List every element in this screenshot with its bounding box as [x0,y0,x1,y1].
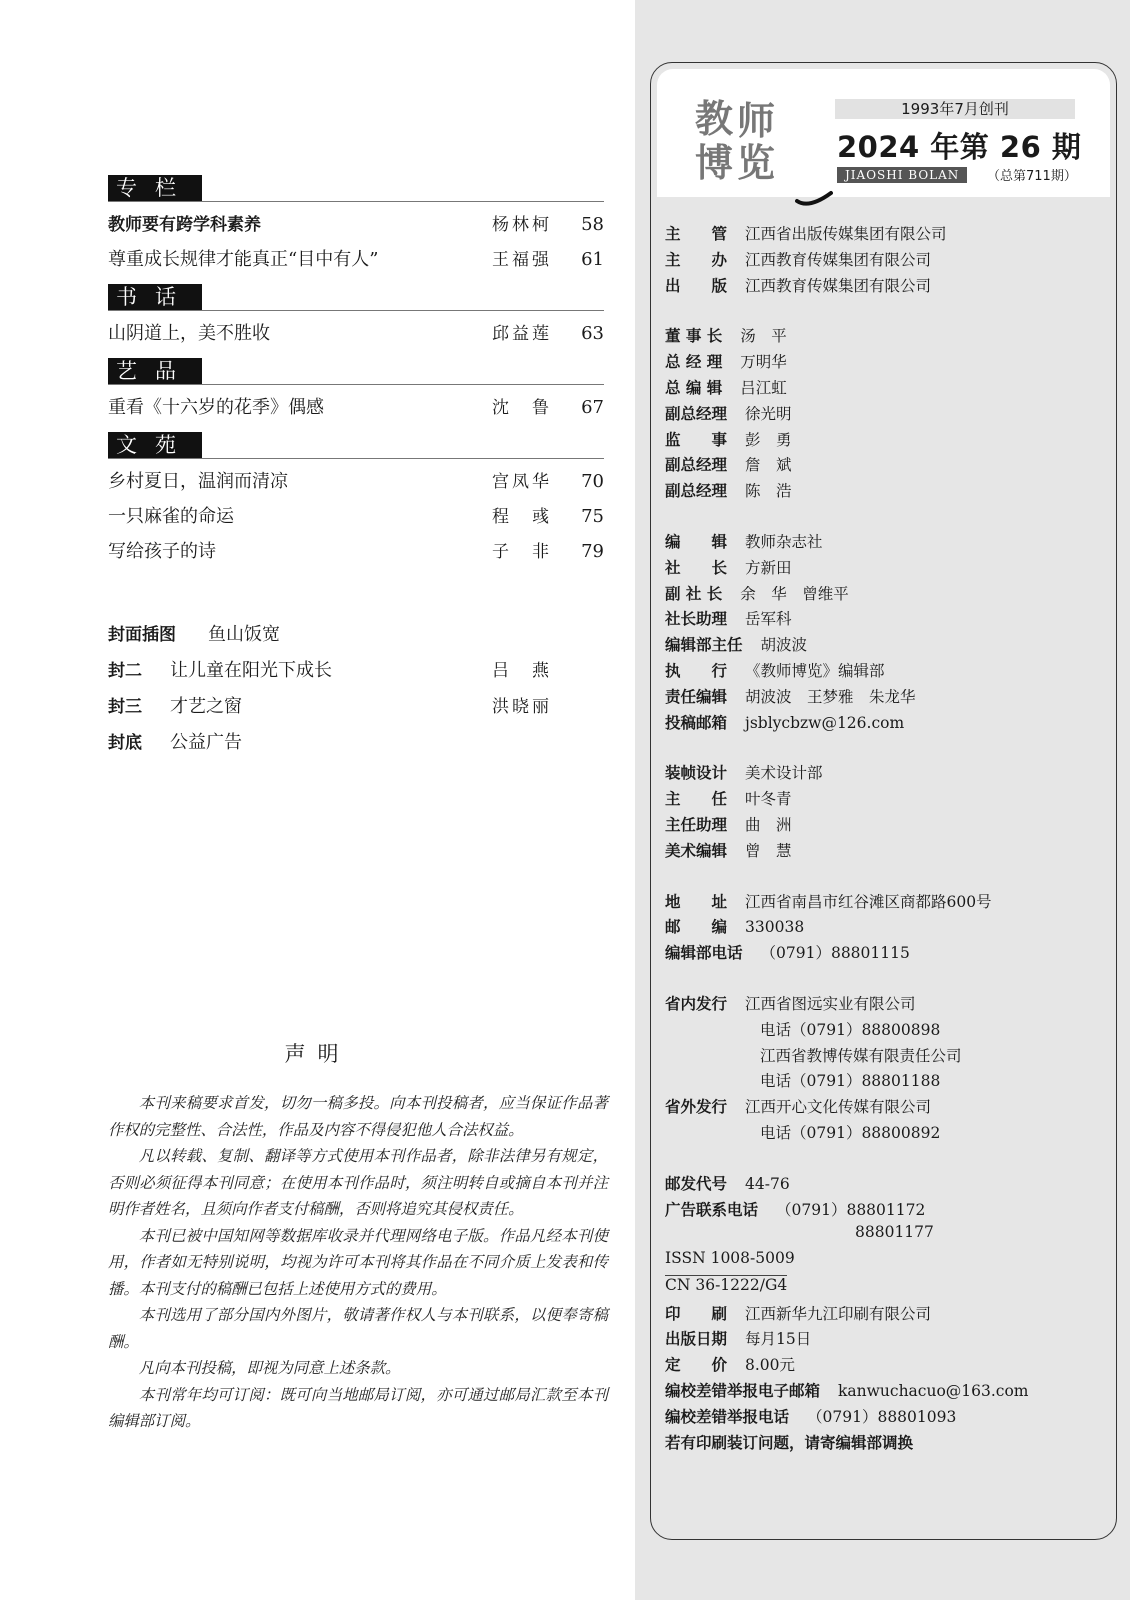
info-row [665,659,1115,685]
info-value: 吕江虹 [740,378,787,397]
statement-title: 声明 [284,1042,351,1066]
info-row [665,787,1115,813]
spacer [665,967,1115,992]
toc-entry[interactable] [108,502,604,537]
statement-paragraph: 凡以转载、复制、翻译等方式使用本刊作品者，除非法律另有规定，否则必须征得本刊同意；在使用本刊作品时，须注明转自或摘自本刊并注明作者姓名，且须向作者支付稿酬，否则将追究其侵权责任。 [108,1147,608,1218]
toc-entry[interactable] [108,245,604,280]
entry-page: 58 [581,214,604,235]
pinyin-title: JIAOSHI BOLAN [837,167,967,183]
info-value: 彭 勇 [745,430,792,449]
section-label: 书话 [108,284,202,310]
info-value: 汤 平 [740,327,787,346]
section-header [108,358,604,385]
section-header [108,175,604,202]
info-row [665,813,1115,839]
info-value: 330038 [745,918,805,937]
statement-paragraph: 本刊选用了部分国内外图片，敬请著作权人与本刊联系，以便奉寄稿酬。 [108,1306,608,1351]
entry-author: 子 非 [492,542,552,562]
info-value: 教师杂志社 [745,532,823,551]
entry-title: 一只麻雀的命运 [108,506,234,527]
info-value: 胡波波 王梦雅 朱龙华 [745,687,916,706]
info-label: 副总经理 [665,404,728,423]
info-value: 江西省教博传媒有限责任公司 [760,1046,962,1065]
info-value: CN 36-1222/G4 [665,1275,788,1294]
statement-paragraph: 本刊已被中国知网等数据库收录并代理网络电子版。作品凡经本刊使用，作者如无特别说明，均视为许可本刊将其作品在不同介质上发表和传播。本刊支付的稿酬已包括上述使用方式的费用。 [108,1226,608,1298]
info-value: 美术设计部 [745,764,823,783]
logo-char: 览 [737,141,776,185]
info-row [665,1018,1115,1044]
info-row [665,376,1115,402]
info-value: 方新田 [745,558,792,577]
info-row [665,992,1115,1018]
info-value: jsblycbzw@126.com [745,713,905,732]
info-value: 电话（0791）88801188 [760,1072,941,1091]
toc-entry[interactable] [108,319,604,354]
info-row [665,1069,1115,1095]
info-value: 曲 洲 [745,815,792,834]
masthead-header [657,69,1110,197]
info-row [665,839,1115,865]
cover-label: 封面插图 [108,625,176,645]
info-label: 社 长 [665,558,728,577]
info-value: kanwuchacuo@163.com [838,1382,1029,1401]
statement-paragraph: 本刊来稿要求首发，切勿一稿多投。向本刊投稿者，应当保证作品著作权的完整性、合法性，作品及内容不得侵犯他人合法权益。 [108,1094,608,1139]
info-row [665,222,1115,248]
info-row [665,1431,1115,1457]
cover-label: 封二 [108,661,142,681]
cover-title: 鱼山饭宽 [208,624,280,645]
cover-author: 洪晓丽 [492,697,552,717]
info-value: 44-76 [745,1174,790,1193]
info-value: 江西省图远实业有限公司 [745,994,916,1013]
info-value: 余 华 曾维平 [740,584,849,603]
info-row [665,915,1115,941]
info-label: 邮 编 [665,918,728,937]
info-value: 詹 斌 [745,456,792,475]
info-label: 美术编辑 [665,841,728,860]
info-label: 社长助理 [665,610,728,629]
info-row [665,1405,1115,1431]
info-row [665,479,1115,505]
spacer [665,1147,1115,1172]
toc-entry[interactable] [108,467,604,502]
info-value: 江西新华九江印刷有限公司 [745,1304,932,1323]
info-value: 江西省出版传媒集团有限公司 [745,225,947,243]
info-label: 副 社 长 [665,584,723,603]
entry-page: 67 [581,397,604,418]
info-label: 副总经理 [665,456,728,475]
info-value: 胡波波 [760,636,808,655]
logo-char: 博 [695,141,734,185]
info-value: 8.00元 [745,1356,796,1375]
info-value: 叶冬青 [745,790,792,809]
info-label: 邮发代号 [665,1174,728,1193]
info-value: 岳军科 [745,610,792,629]
info-label: 编辑部电话 [665,944,743,963]
entry-title: 尊重成长规律才能真正“目中有人” [108,249,379,270]
info-label: 主 管 [665,225,728,243]
info-value: （0791）88801115 [760,944,910,963]
info-value: 江西教育传媒集团有限公司 [745,250,932,269]
info-label: 省外发行 [665,1098,728,1117]
info-row [665,761,1115,787]
info-label: 编校差错举报电子邮箱 [665,1382,821,1401]
info-label: 广告联系电话 [665,1200,759,1219]
section-header [108,432,604,459]
entry-title: 乡村夏日，温润而清凉 [108,471,288,492]
info-row [665,1172,1115,1198]
info-label: 若有印刷装订问题，请寄编辑部调换 [665,1433,914,1452]
entry-author: 邱益莲 [492,324,552,344]
info-row [665,1095,1115,1121]
toc-section [108,284,604,354]
info-value: 徐光明 [745,404,792,423]
founded-date: 1993年7月创刊 [835,99,1075,119]
info-row [665,890,1115,916]
section-label: 文苑 [108,432,202,458]
cover-title: 才艺之窗 [170,696,242,717]
info-label: 出 版 [665,276,728,295]
info-value: 电话（0791）88800898 [760,1020,941,1039]
info-row [665,1379,1115,1405]
info-label: 主任助理 [665,815,728,834]
entry-page: 61 [581,249,604,270]
info-row [665,1223,1115,1249]
info-row [665,428,1115,454]
info-label: 监 事 [665,430,728,449]
table-of-contents [108,175,604,576]
entry-title: 写给孩子的诗 [108,541,216,562]
cover-label: 封三 [108,697,142,717]
info-value: （0791）88801172 [776,1200,926,1219]
toc-entry[interactable] [108,537,604,572]
entry-page: 63 [581,323,604,344]
info-row [665,453,1115,479]
info-value: （0791）88801093 [807,1407,957,1426]
info-label: 责任编辑 [665,687,728,706]
cover-credits [108,620,604,764]
section-label: 专栏 [108,175,202,201]
info-label: 执 行 [665,661,728,680]
info-value: 万明华 [740,353,787,372]
info-value: 江西省南昌市红谷滩区商都路600号 [745,892,992,911]
cover-credit-row [108,656,604,692]
spacer [665,865,1115,890]
statement-body [108,1090,608,1435]
info-row [665,530,1115,556]
entry-title: 教师要有跨学科素养 [108,215,261,235]
toc-section [108,358,604,428]
logo-char: 师 [737,99,776,143]
info-value: 江西教育传媒集团有限公司 [745,276,932,295]
info-value: 88801177 [855,1223,934,1242]
entry-page: 75 [581,506,604,527]
info-row [665,1044,1115,1070]
info-label: 投稿邮箱 [665,713,728,732]
info-row [665,711,1115,737]
info-value: 陈 浩 [745,482,792,501]
info-label: 出版日期 [665,1330,728,1349]
info-label: 印 刷 [665,1304,728,1323]
entry-title: 山阴道上，美不胜收 [108,323,270,344]
info-label: 编辑部主任 [665,636,743,655]
info-label: 总 编 辑 [665,378,723,397]
info-row [665,1327,1115,1353]
entry-title: 重看《十六岁的花季》偶感 [108,397,324,418]
issue-number: 2024 年第 26 期 [837,130,1082,164]
info-label: 定 价 [665,1356,728,1375]
info-row [665,607,1115,633]
entry-page: 70 [581,471,604,492]
info-label: 副总经理 [665,482,728,501]
brush-stroke-icon [795,189,833,211]
info-label: 编校差错举报电话 [665,1407,790,1426]
info-row [665,1121,1115,1147]
info-label: 主 任 [665,790,728,809]
section-label: 艺品 [108,358,202,384]
info-row [665,1302,1115,1328]
info-row [665,941,1115,967]
info-row [665,685,1115,711]
statement-paragraph: 本刊常年均可订阅：既可向当地邮局订阅，亦可通过邮局汇款至本刊编辑部订阅。 [108,1385,608,1430]
entry-page: 79 [581,541,604,562]
cover-author: 吕 燕 [492,661,552,681]
publication-info [665,222,1115,1456]
info-label: 省内发行 [665,994,728,1013]
entry-author: 杨林柯 [492,215,552,235]
info-row [665,633,1115,659]
entry-author: 王福强 [492,250,552,270]
info-label: 董 事 长 [665,327,723,346]
cover-title: 让儿童在阳光下成长 [170,660,332,681]
entry-author: 程 彧 [492,507,552,527]
spacer [665,736,1115,761]
info-row [665,248,1115,274]
info-row [665,1249,1115,1275]
info-row [665,556,1115,582]
cover-credit-row [108,620,604,656]
cover-title: 公益广告 [170,732,242,753]
info-label: 装帧设计 [665,764,728,783]
info-value: 《教师博览》编辑部 [745,661,885,680]
info-row [665,402,1115,428]
info-label: 地 址 [665,892,728,911]
info-row [665,350,1115,376]
toc-entry[interactable] [108,210,604,245]
info-label: 总 经 理 [665,353,723,372]
info-value: 电话（0791）88800892 [760,1123,941,1142]
toc-section [108,432,604,572]
total-issue: （总第711期） [987,169,1077,184]
magazine-logo [695,99,795,197]
info-label: 编 辑 [665,532,728,551]
cover-credit-row [108,692,604,728]
toc-entry[interactable] [108,393,604,428]
info-row [665,1198,1115,1224]
cover-label: 封底 [108,733,142,753]
entry-author: 沈 鲁 [492,398,552,418]
info-value: 江西开心文化传媒有限公司 [745,1098,932,1117]
logo-char: 教 [695,97,734,141]
info-label: 主 办 [665,250,728,269]
toc-section [108,175,604,280]
info-value: 曾 慧 [745,841,792,860]
info-value: ISSN 1008-5009 [665,1249,795,1268]
info-row [665,582,1115,608]
section-header [108,284,604,311]
spacer [665,299,1115,324]
entry-author: 宫凤华 [492,472,552,492]
info-row [665,1353,1115,1379]
info-row [665,1276,1115,1302]
info-value: 每月15日 [745,1330,812,1349]
info-row [665,324,1115,350]
spacer [665,505,1115,530]
info-row [665,274,1115,300]
statement-paragraph: 凡向本刊投稿，即视为同意上述条款。 [138,1359,401,1377]
cover-credit-row [108,728,604,764]
